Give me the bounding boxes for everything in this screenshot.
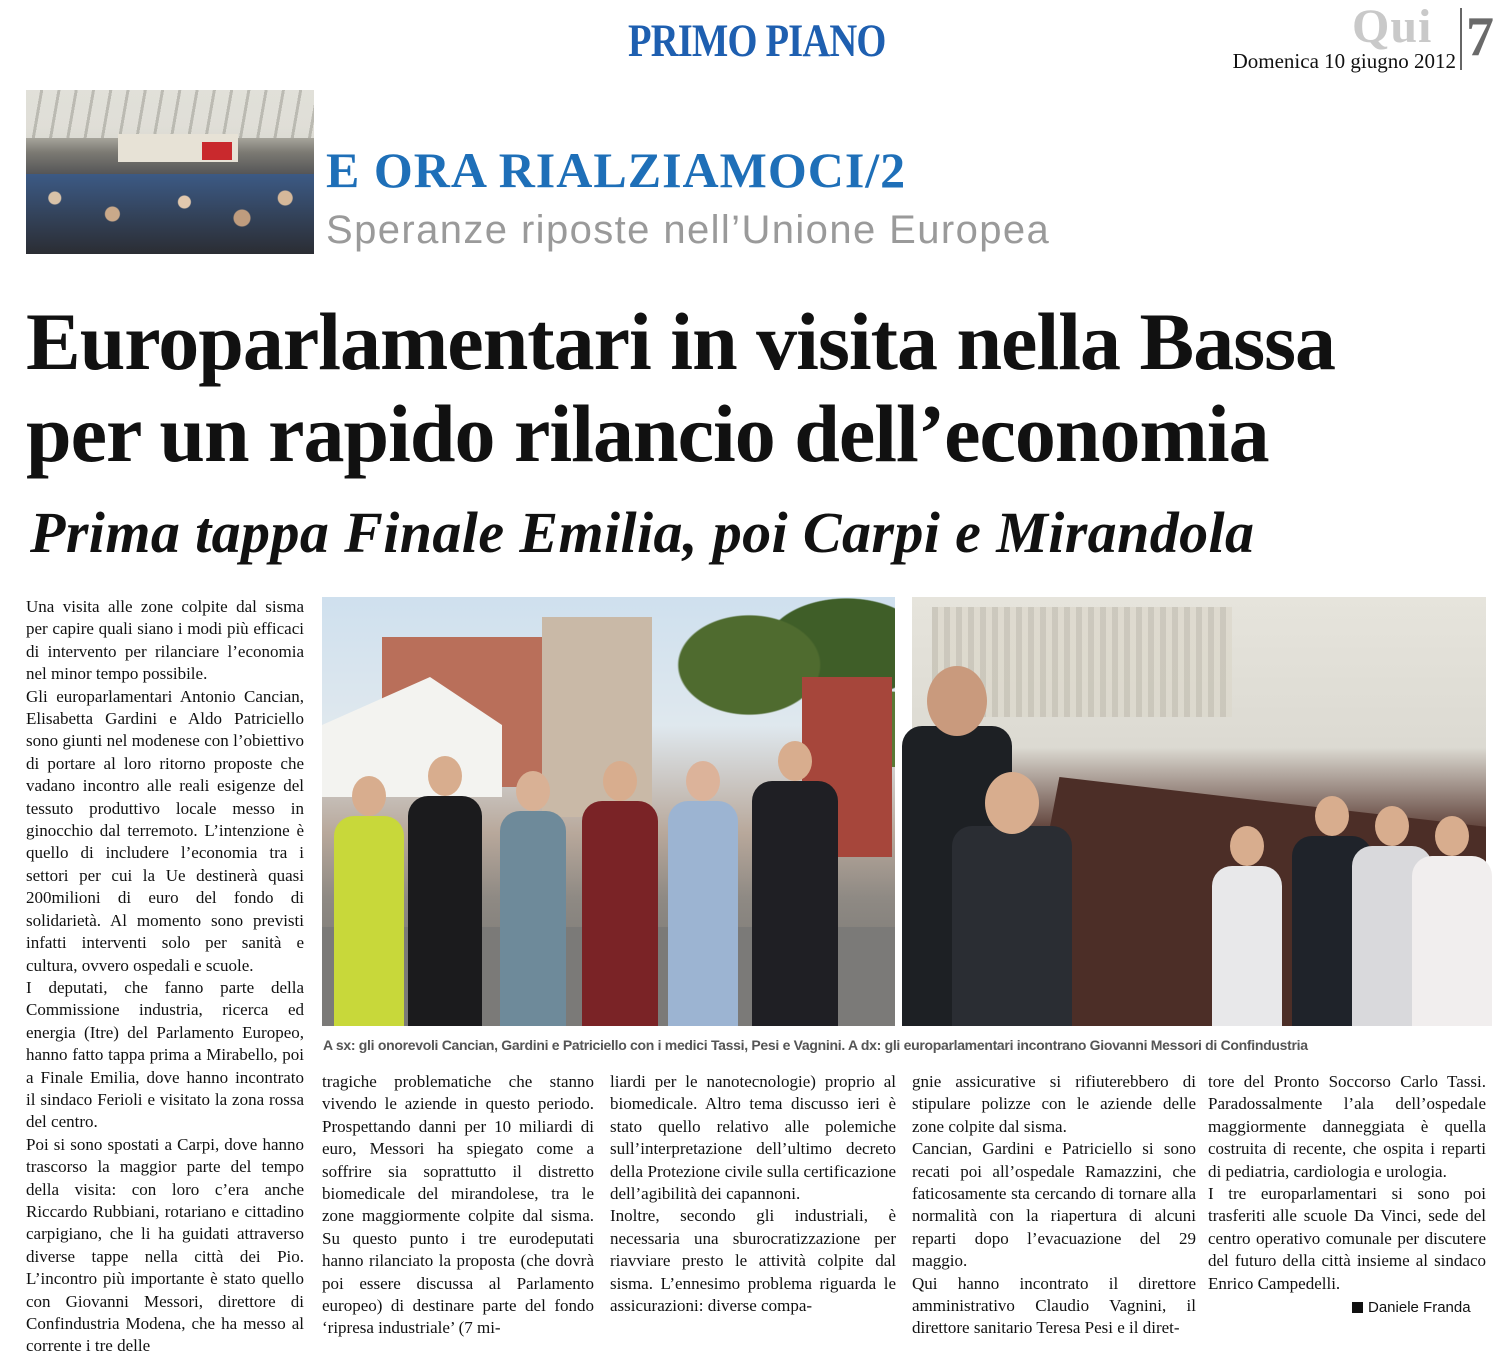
paragraph: I deputati, che fanno parte della Commissione industria, ricerca ed energia (Itre) del Parlamento Europeo, hanno fatto tappa prima a Mirabello, poi a Finale Emilia, dove hanno incontrato il sindaco Ferioli e visitato la zona rossa del centro. (26, 977, 304, 1132)
article-column-2 (322, 1071, 594, 1338)
photo-confindustria-meeting (912, 597, 1486, 1026)
headline (26, 296, 1496, 486)
paragraph: Qui hanno incontrato il direttore amministrativo Claudio Vagnini, il direttore sanitario Teresa Pesi e il diret- (912, 1273, 1196, 1338)
paragraph: Poi si sono spostati a Carpi, dove hanno trascorso la maggior parte del tempo della visita: con loro c’era anche Riccardo Rubbiani, rotariano e cittadino carpigiano, che li ha guidati attraverso diverse tappe nella città dei Pio. L’incontro più importante è stato quello con Giovanni Messori, direttore di Confindustria Modena, che ha messo al corrente i tre delle (26, 1134, 304, 1356)
paragraph: Cancian, Gardini e Patriciello si sono recati poi all’ospedale Ramazzini, che faticosamente sta cercando di tornare alla normalità con la riapertura di alcuni reparti dopo l’evacuazione del 29 maggio. (912, 1139, 1196, 1271)
paragraph: Gli europarlamentari Antonio Cancian, Elisabetta Gardini e Aldo Patriciello sono giunti nel modenese con l’obiettivo di portare al loro ritorno proposte che vadano incontro alle reali esigenze del tessuto produttivo locale messo in ginocchio dal terremoto. L’intenzione è quello di includere l’economia tra i settori per cui la Ue destinerà quasi 200milioni di euro del fondo di solidarietà. Al momento sono previsti infatti interventi solo per sanità e cultura, ovvero ospedali e scuole. (26, 686, 304, 975)
kicker-subtitle: Speranze riposte nell’Unione Europea (326, 208, 1051, 252)
article-column-3 (610, 1071, 896, 1326)
byline-author: Daniele Franda (1368, 1299, 1471, 1316)
paragraph: Una visita alle zone colpite dal sisma per capire quali siano i modi più efficaci di intervento per rilanciare l’economia nel minor tempo possibile. (26, 597, 304, 684)
byline-square-icon (1352, 1302, 1363, 1313)
page-divider (1460, 8, 1462, 70)
paragraph: I tre europarlamentari si sono poi trasferiti alle scuole Da Vinci, sede del centro operativo comunale per discutere del futuro della città insieme al sindaco Enrico Campedelli. (1208, 1184, 1486, 1293)
paragraph: gnie assicurative si rifiuterebbero di stipulare polizze con le aziende delle zone colpite dal sisma. (912, 1072, 1196, 1136)
byline (1352, 1296, 1492, 1320)
article-column-4 (912, 1071, 1196, 1338)
paragraph: tore del Pronto Soccorso Carlo Tassi. Paradossalmente l’ala dell’ospedale maggiormente danneggiata è quella costruita di recente, che ospita i reparti di pediatria, cardiologia e urologia. (1208, 1072, 1486, 1181)
section-label: PRIMO PIANO (628, 15, 886, 67)
photo-caption: A sx: gli onorevoli Cancian, Gardini e Patriciello con i medici Tassi, Pesi e Vagnini. A dx: gli europarlamentari incontrano Giovanni Messori di Confindustria (323, 1037, 1308, 1053)
page-number: 7 (1466, 6, 1494, 68)
paragraph: Inoltre, secondo gli industriali, è necessaria una sburocratizzazione per riavviare presto le attività colpite dal sisma. L’ennesimo problema riguarda le assicurazioni: diverse compa- (610, 1206, 896, 1316)
paragraph: tragiche problematiche che stanno vivendo le aziende in questo periodo. Prospettando danni per 10 miliardi di euro, Messori ha spiegato come a soffrire sia soprattutto il distretto biomedicale del mirandolese, tra le zone maggiormente colpite dal sisma. Su questo punto i tre eurodeputati hanno rilanciato la proposta (che dovrà poi essere discussa al Parlamento europeo) di destinare parte del fondo ‘ripresa industriale’ (7 mi- (322, 1072, 594, 1338)
article-column-1 (26, 596, 304, 1356)
crowd-photo (26, 90, 314, 254)
headline-line-1: Europarlamentari in visita nella Bassa (26, 296, 1336, 387)
paragraph: liardi per le nanotecnologie) proprio al biomedicale. Altro tema discusso ieri è stato quello relativo alle polemiche sull’interpretazione dell’ultimo decreto della Protezione civile sulla certificazione dell’agibilità dei capannoni. (610, 1072, 896, 1204)
issue-date: Domenica 10 giugno 2012 (1232, 49, 1456, 73)
headline-line-2: per un rapido rilancio dell’economia (26, 388, 1269, 479)
article-column-5 (1208, 1071, 1486, 1293)
kicker-title: E ORA RIALZIAMOCI/2 (326, 142, 907, 198)
brand-logo: Qui (1352, 0, 1433, 53)
photo-delegation-outdoor (322, 597, 895, 1026)
deck: Prima tappa Finale Emilia, poi Carpi e Mirandola (30, 500, 1255, 565)
